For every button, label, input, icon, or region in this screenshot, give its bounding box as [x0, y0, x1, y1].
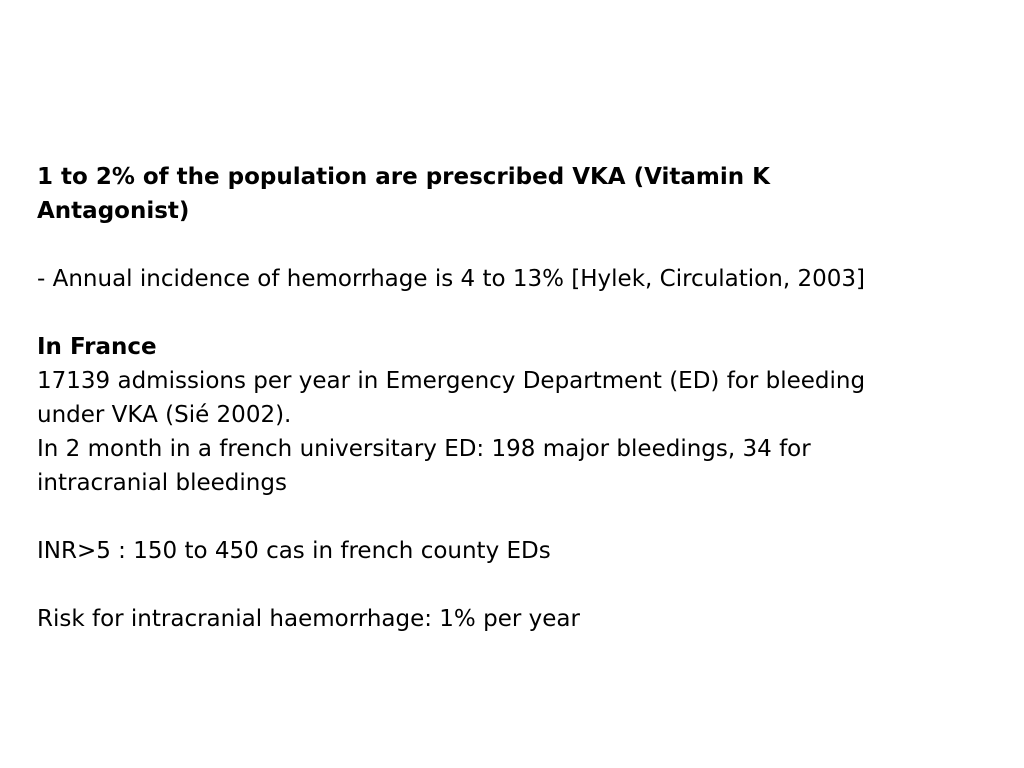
admissions-line-2: under VKA (Sié 2002).	[37, 402, 292, 428]
france-heading: In France	[37, 334, 157, 360]
spacer	[37, 296, 1007, 330]
university-line-2: intracranial bleedings	[37, 470, 287, 496]
risk-line: Risk for intracranial haemorrhage: 1% per year	[37, 606, 580, 632]
inr-line: INR>5 : 150 to 450 cas in french county EDs	[37, 538, 551, 564]
intro-line-1: 1 to 2% of the population are prescribed VKA (Vitamin K	[37, 164, 770, 190]
admissions-line-1: 17139 admissions per year in Emergency Department (ED) for bleeding	[37, 368, 866, 394]
university-line-1: In 2 month in a french universitary ED: 198 major bleedings, 34 for	[37, 436, 811, 462]
slide-body	[37, 160, 1007, 636]
spacer	[37, 500, 1007, 534]
spacer	[37, 568, 1007, 602]
spacer	[37, 228, 1007, 262]
intro-line-2: Antagonist)	[37, 198, 190, 224]
incidence-line: - Annual incidence of hemorrhage is 4 to 13% [Hylek, Circulation, 2003]	[37, 266, 865, 292]
